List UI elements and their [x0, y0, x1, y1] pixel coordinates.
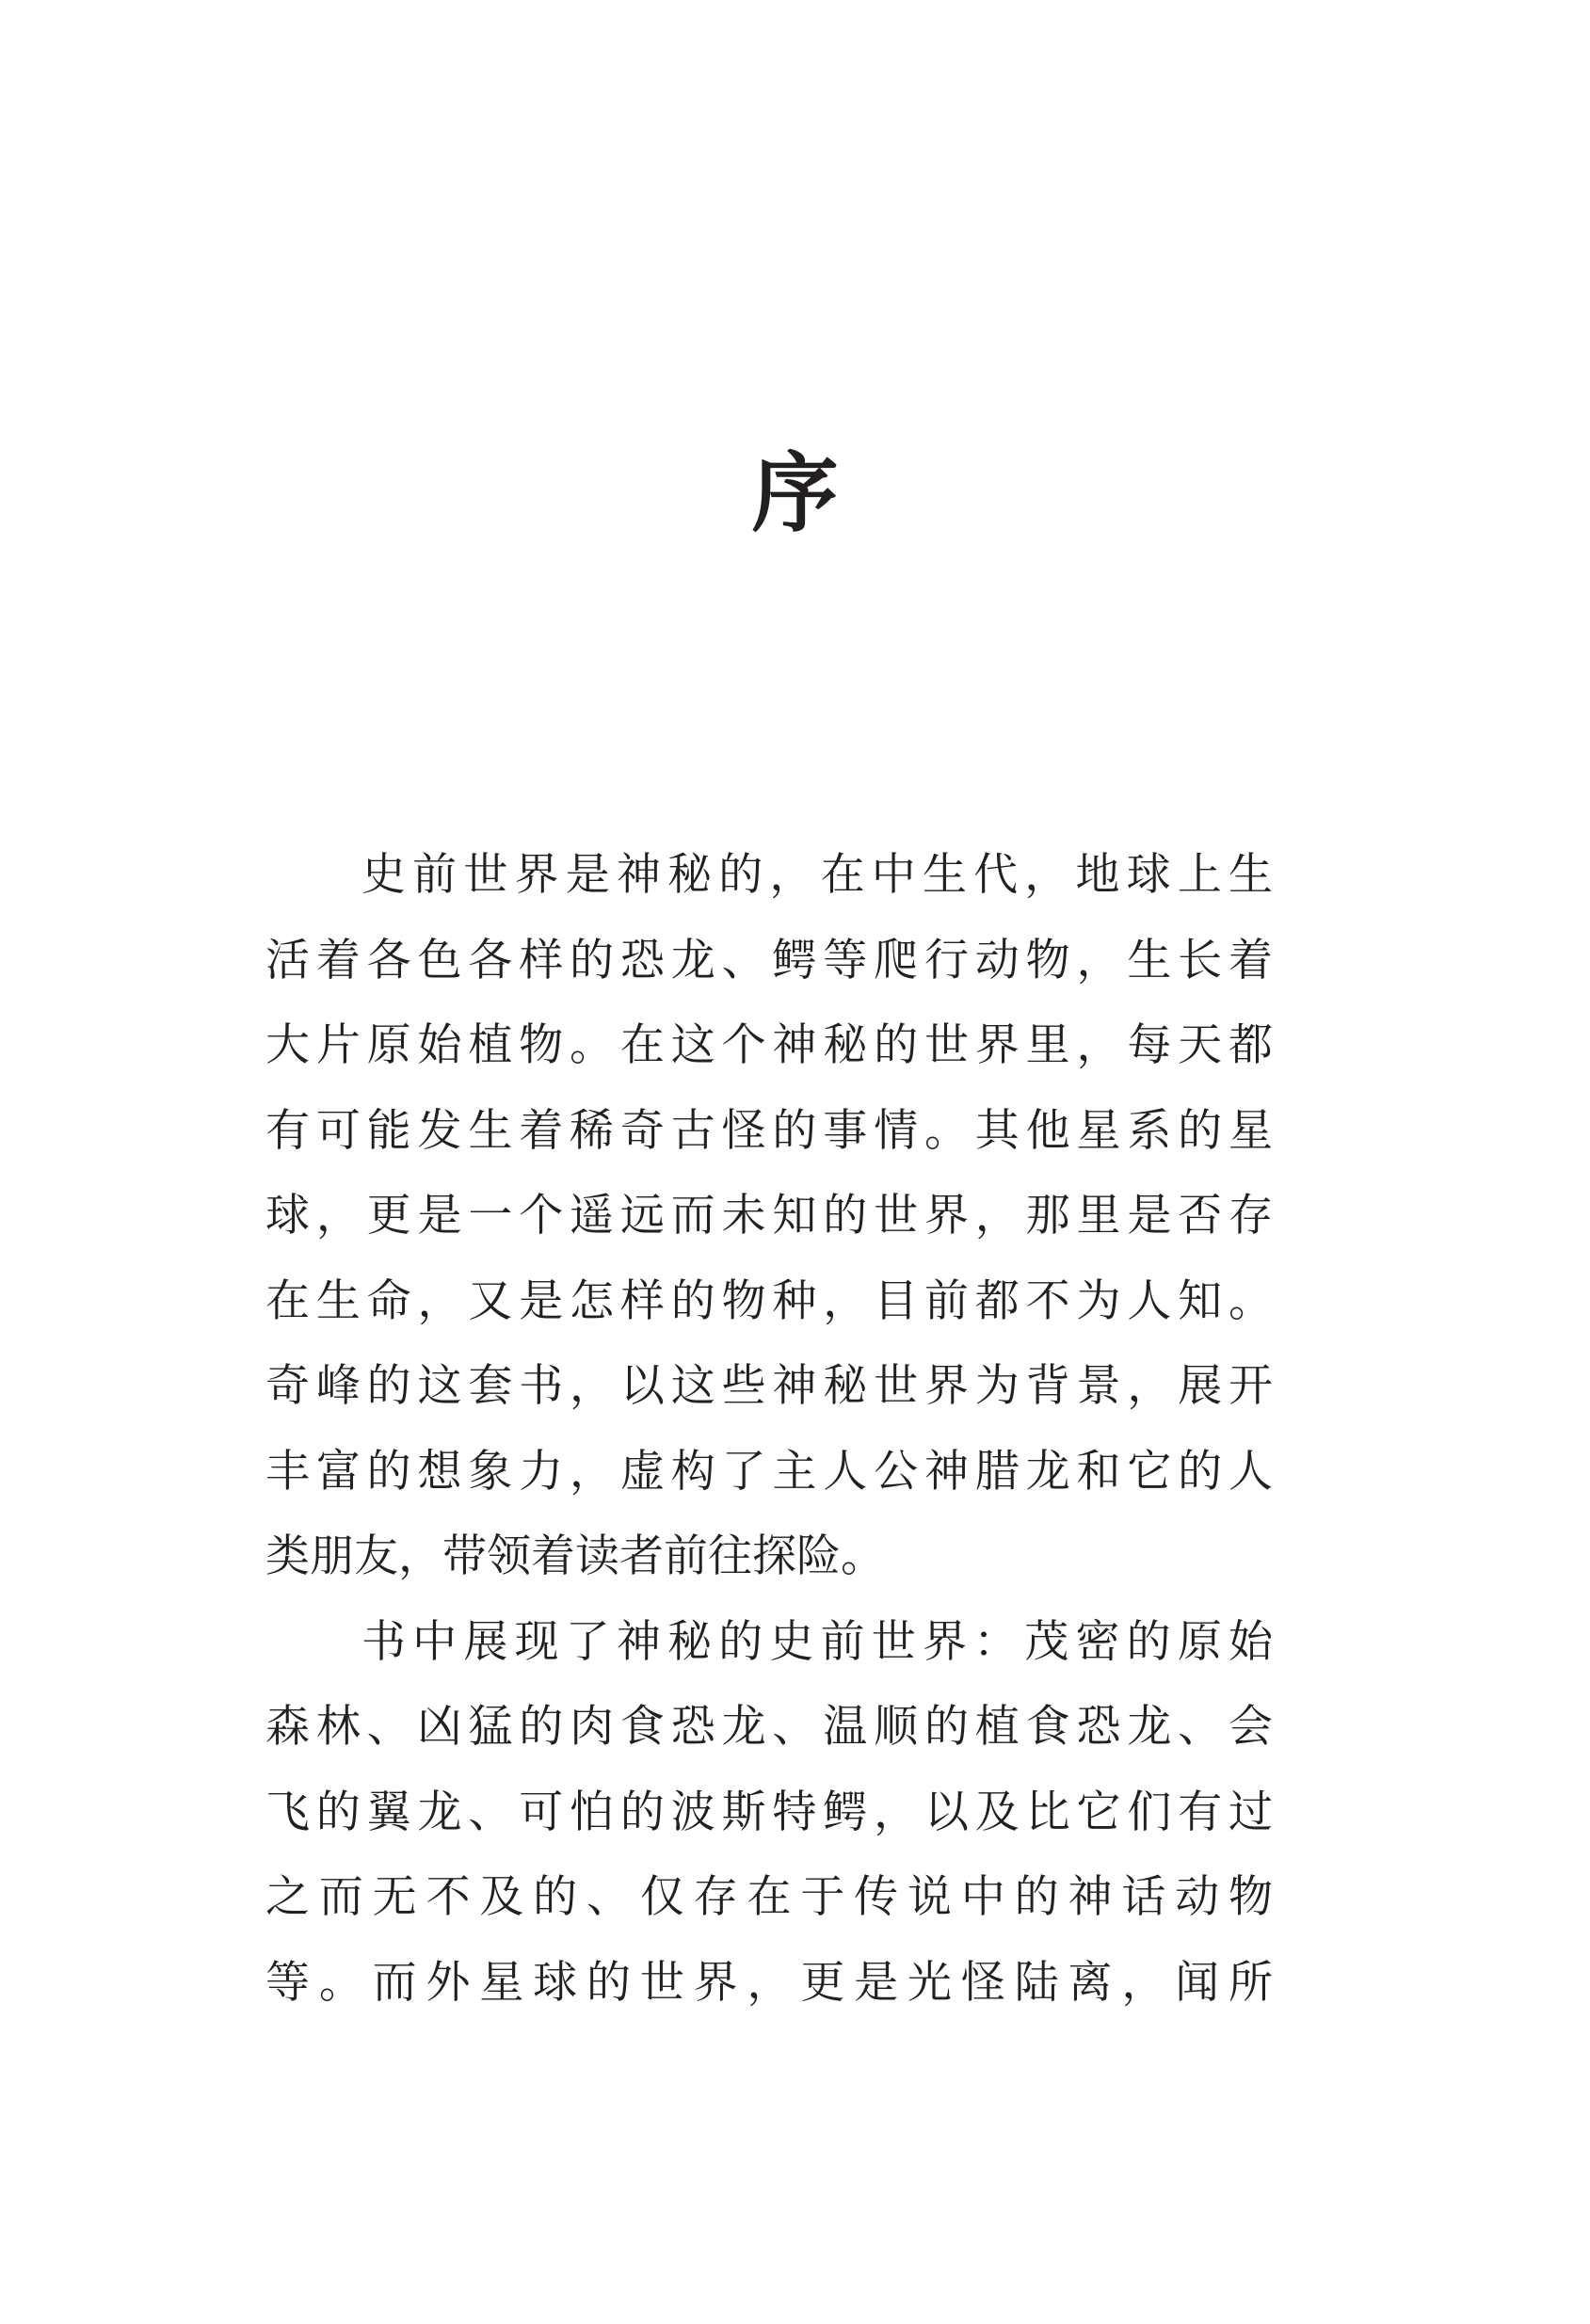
text-line: 史前世界是神秘的，在中生代，地球上生 — [361, 849, 1273, 901]
paragraph-1 — [265, 833, 1273, 1600]
text-line: 奇峰的这套书，以这些神秘世界为背景，展开 — [265, 1360, 1273, 1412]
text-line: 书中展现了神秘的史前世界：茂密的原始 — [361, 1615, 1273, 1668]
text-line: 大片原始植物。在这个神秘的世界里，每天都 — [265, 1019, 1273, 1071]
text-line: 森林、凶猛的肉食恐龙、温顺的植食恐龙、会 — [265, 1701, 1273, 1753]
text-line: 活着各色各样的恐龙、鳄等爬行动物，生长着 — [265, 934, 1273, 986]
text-line: 之而无不及的、仅存在于传说中的神话动物 — [265, 1871, 1273, 1923]
page-title: 序 — [751, 443, 839, 544]
text-line: 有可能发生着稀奇古怪的事情。其他星系的星 — [265, 1104, 1273, 1157]
paragraph-2 — [265, 1600, 1273, 2027]
text-line: 在生命，又是怎样的物种，目前都不为人知。 — [265, 1274, 1273, 1327]
text-line: 球，更是一个遥远而未知的世界，那里是否存 — [265, 1190, 1273, 1242]
text-line: 等。而外星球的世界，更是光怪陆离，闻所 — [265, 1956, 1273, 2009]
text-line: 类朋友，带领着读者前往探险。 — [265, 1531, 885, 1582]
body-text — [265, 833, 1273, 2026]
text-line: 丰富的想象力，虚构了主人公神腊龙和它的人 — [265, 1445, 1273, 1498]
text-line: 飞的翼龙、可怕的波斯特鳄，以及比它们有过 — [265, 1786, 1273, 1838]
